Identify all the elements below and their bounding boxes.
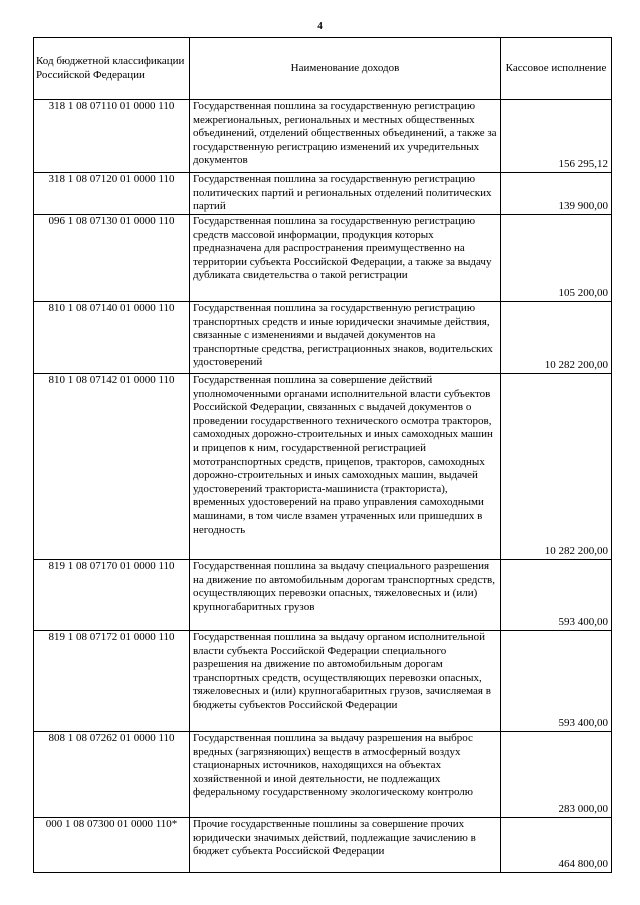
- row-amount: 593 400,00: [501, 560, 612, 631]
- row-code: 318 1 08 07120 01 0000 110: [34, 173, 190, 215]
- row-name: Государственная пошлина за совершение действий уполномоченными органами исполнительной власти субъектов Российской Федерации, связанных с выдачей документов о проведении государственного технического осмотра тракторов, самоходных дорожно-строительных и иных самоходных машин и прицепов к ним, государственной регистрацией мототранспортных средств, прицепов, тракторов, самоходных дорожно-строительных и иных самоходных машин, выдачей удостоверений тракториста-машиниста (тракториста), временных удостоверений на право управления самоходными машинами, в том числе взамен утраченных или пришедших в негодность: [190, 374, 501, 560]
- row-amount: 10 282 200,00: [501, 374, 612, 560]
- row-code: 808 1 08 07262 01 0000 110: [34, 732, 190, 818]
- table-row: [34, 100, 612, 173]
- row-amount: 10 282 200,00: [501, 302, 612, 374]
- row-amount: 593 400,00: [501, 631, 612, 732]
- table-header-row: [34, 38, 612, 100]
- row-name: Государственная пошлина за выдачу разрешения на выброс вредных (загрязняющих) веществ в атмосферный воздух стационарных источников, находящихся на объектах хозяйственной и иной деятельности, не подлежащих федеральному государственному экологическому контролю: [190, 732, 501, 818]
- header-amount: Кассовое исполнение: [501, 38, 612, 100]
- row-amount: 156 295,12: [501, 100, 612, 173]
- row-code: 000 1 08 07300 01 0000 110*: [34, 818, 190, 873]
- header-code: Код бюджетной классификации Российской Федерации: [34, 38, 190, 100]
- table-row: [34, 302, 612, 374]
- page-number: 4: [317, 20, 323, 32]
- row-name: Государственная пошлина за выдачу органом исполнительной власти субъекта Российской Федерации специального разрешения на движение по автомобильным дорогам транспортных средств, осуществляющих перевозки опасных, тяжеловесных и (или) крупногабаритных грузов, зачисляемая в бюджеты субъектов Российской Федерации: [190, 631, 501, 732]
- header-name: Наименование доходов: [190, 38, 501, 100]
- row-amount: 105 200,00: [501, 215, 612, 302]
- row-code: 819 1 08 07170 01 0000 110: [34, 560, 190, 631]
- row-name: Государственная пошлина за государственную регистрацию межрегиональных, региональных и местных общественных объединений, отделений общественных объединений, а также за государственную регистрацию изменений их учредительных документов: [190, 100, 501, 173]
- row-amount: 139 900,00: [501, 173, 612, 215]
- table-row: [34, 215, 612, 302]
- table-row: [34, 732, 612, 818]
- row-name: Государственная пошлина за государственную регистрацию средств массовой информации, продукция которых предназначена для распространения преимущественно на территории субъекта Российской Федерации, а также за выдачу дубликата свидетельства о такой регистрации: [190, 215, 501, 302]
- row-code: 810 1 08 07140 01 0000 110: [34, 302, 190, 374]
- table-row: [34, 560, 612, 631]
- revenue-table: [33, 37, 612, 873]
- row-amount: 464 800,00: [501, 818, 612, 873]
- row-name: Государственная пошлина за выдачу специального разрешения на движение по автомобильным дорогам транспортных средств, осуществляющих перевозки опасных, тяжеловесных и (или) крупногабаритных грузов: [190, 560, 501, 631]
- row-code: 810 1 08 07142 01 0000 110: [34, 374, 190, 560]
- row-code: 819 1 08 07172 01 0000 110: [34, 631, 190, 732]
- row-code: 096 1 08 07130 01 0000 110: [34, 215, 190, 302]
- table-row: [34, 374, 612, 560]
- row-code: 318 1 08 07110 01 0000 110: [34, 100, 190, 173]
- row-name: Государственная пошлина за государственную регистрацию транспортных средств и иные юридически значимые действия, связанные с изменениями и выдачей документов на транспортные средства, регистрационных знаков, водительских удостоверений: [190, 302, 501, 374]
- row-name: Прочие государственные пошлины за совершение прочих юридически значимых действий, подлежащие зачислению в бюджет субъекта Российской Федерации: [190, 818, 501, 873]
- table-row: [34, 631, 612, 732]
- row-name: Государственная пошлина за государственную регистрацию политических партий и региональных отделений политических партий: [190, 173, 501, 215]
- table-row: [34, 818, 612, 873]
- row-amount: 283 000,00: [501, 732, 612, 818]
- table-row: [34, 173, 612, 215]
